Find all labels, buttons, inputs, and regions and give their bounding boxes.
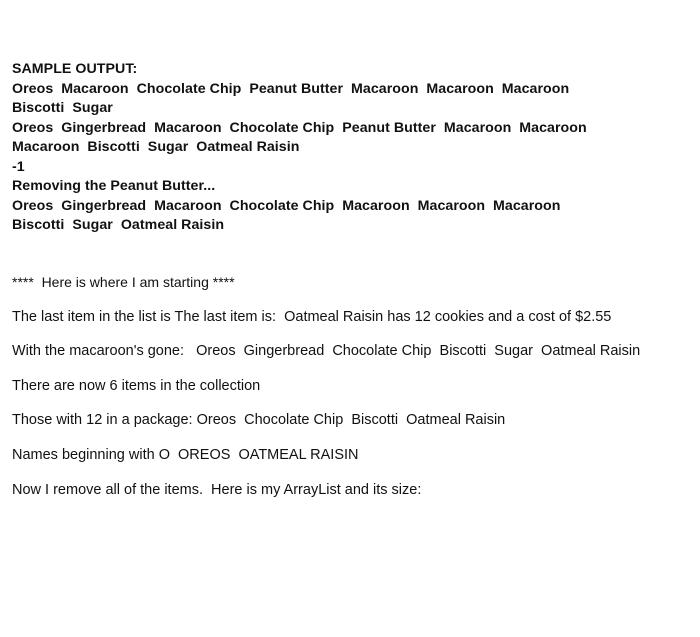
sample-output-line: -1 [12,158,25,175]
sample-output-line: Oreos Macaroon Chocolate Chip Peanut Butter Macaroon Macaroon Macaroon [12,80,570,97]
output-line-remove-all: Now I remove all of the items. Here is my ArrayList and its size: [12,481,422,498]
document-page [12,0,692,637]
program-output-block [12,272,700,514]
output-line-macaroons-gone: With the macaroon's gone: Oreos Gingerbread Chocolate Chip Biscotti Sugar Oatmeal Raisin [12,343,641,360]
sample-output-line: Biscotti Sugar Oatmeal Raisin [12,217,225,233]
output-line-start-marker: **** Here is where I am starting **** [12,274,235,290]
sample-output-line: Oreos Gingerbread Macaroon Chocolate Chip Macaroon Macaroon Macaroon [12,197,561,214]
output-line-last-item: The last item in the list is The last item is: Oatmeal Raisin has 12 cookies and a cost of $2.55 [12,308,612,325]
sample-output-line: Biscotti Sugar [12,100,113,116]
sample-output-line: Macaroon Biscotti Sugar Oatmeal Raisin [12,139,300,155]
output-line-item-count: There are now 6 items in the collection [12,377,261,394]
sample-output-heading: SAMPLE OUTPUT: [12,61,138,77]
sample-output-block [12,60,692,236]
output-line-names-with-o: Names beginning with O OREOS OATMEAL RAISIN [12,446,359,463]
sample-output-line: Oreos Gingerbread Macaroon Chocolate Chip Peanut Butter Macaroon Macaroon [12,119,587,136]
sample-output-line: Removing the Peanut Butter... [12,178,216,194]
output-line-twelve-package: Those with 12 in a package: Oreos Chocolate Chip Biscotti Oatmeal Raisin [12,412,506,429]
